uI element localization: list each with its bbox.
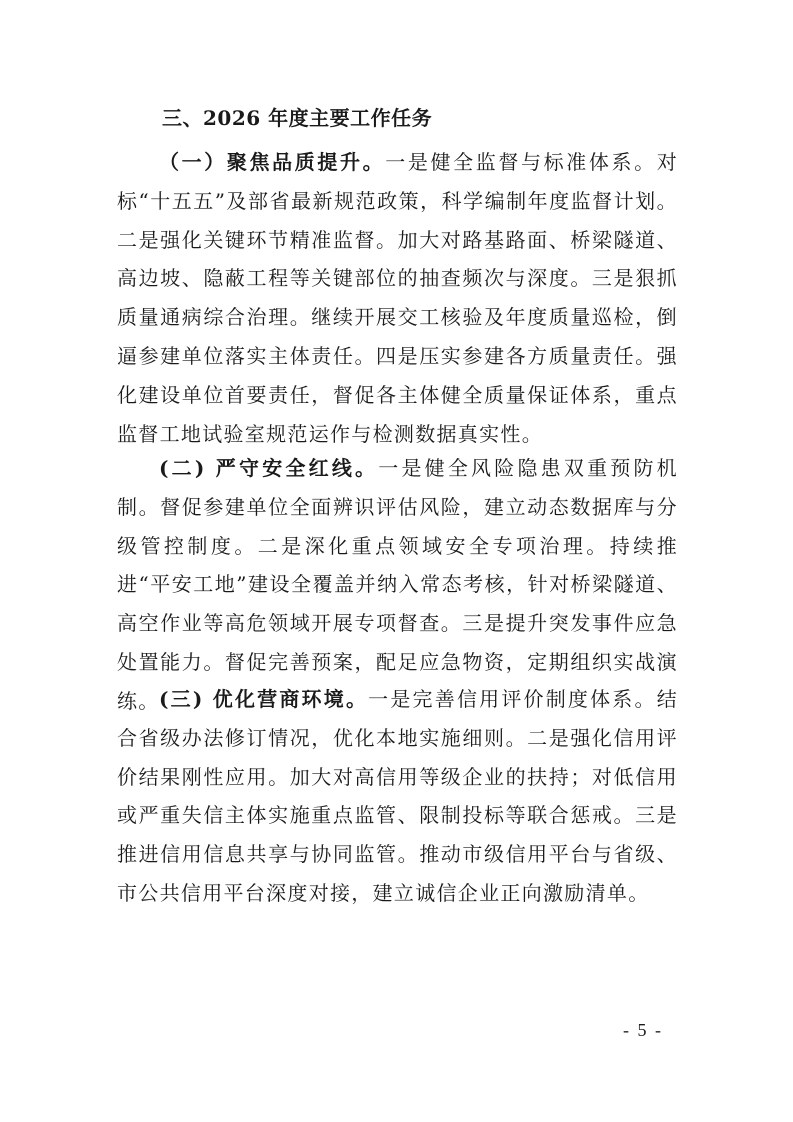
paragraph-lead: （一）聚焦品质提升。 (159, 150, 386, 174)
paragraph-body: 一是健全风险隐患双重预防机制。督促参建单位全面辨识评估风险，建立动态数据库与分级管控制度。二是深化重点领域安全专项治理。持续推进“平安工地”建设全覆盖并纳入常态考核，针对桥梁隧道、高空作业等高危领域开展专项督查。三是提升突发事件应急处置能力。督促完善预案，配足应急物资，定期组织实战演练。 (117, 456, 678, 713)
paragraph-quality (117, 143, 678, 453)
page-number: - 5 - (623, 1020, 663, 1040)
section-heading: 三、2026 年度主要工作任务 (162, 106, 433, 130)
paragraph-lead: (二) 严守安全红线。 (159, 456, 379, 480)
paragraph-business-environment (117, 680, 678, 913)
paragraph-lead: (三) 优化营商环境。 (159, 687, 369, 711)
paragraph-body: 一是健全监督与标准体系。对标“十五五”及部省最新规范政策，科学编制年度监督计划。二是强化关键环节精准监督。加大对路基路面、桥梁隧道、高边坡、隐蔽工程等关键部位的抽查频次与深度。三是狠抓质量通病综合治理。继续开展交工核验及年度质量巡检，倒逼参建单位落实主体责任。四是压实参建各方质量责任。强化建设单位首要责任，督促各主体健全质量保证体系，重点监督工地试验室规范运作与检测数据真实性。 (117, 150, 679, 446)
paragraph-body: 一是完善信用评价制度体系。结合省级办法修订情况，优化本地实施细则。二是强化信用评价结果刚性应用。加大对高信用等级企业的扶持；对低信用或严重失信主体实施重点监管、限制投标等联合惩戒。三是推进信用信息共享与协同监管。推动市级信用平台与省级、市公共信用平台深度对接，建立诚信企业正向激励清单。 (117, 687, 678, 905)
